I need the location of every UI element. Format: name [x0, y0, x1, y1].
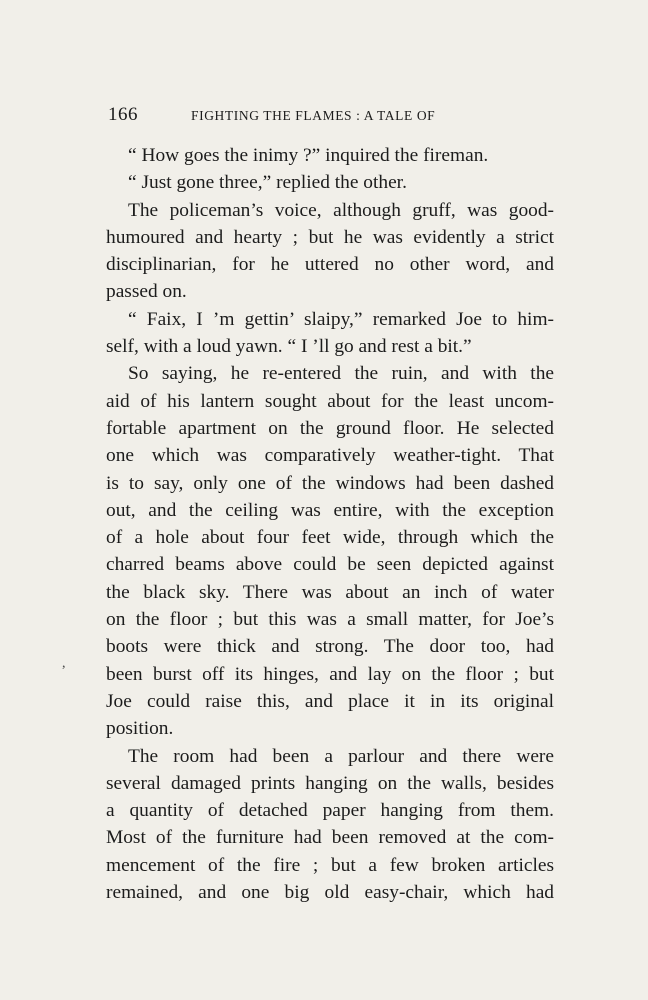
text-line: So saying, he re-entered the ruin, and with the: [128, 363, 554, 385]
text-line: is to say, only one of the windows had been dashed: [106, 472, 554, 494]
page-header: [107, 104, 552, 130]
text-line: aid of his lantern sought about for the least uncom-: [106, 390, 554, 412]
text-line: Most of the furniture had been removed at the com-: [106, 827, 554, 849]
text-line: “ Just gone three,” replied the other.: [128, 172, 407, 194]
text-line: charred beams above could be seen depicted against: [106, 554, 554, 576]
text-line: The room had been a parlour and there were: [128, 745, 554, 767]
text-line: been burst off its hinges, and lay on the floor ; but: [106, 663, 554, 685]
text-line: The policeman’s voice, although gruff, was good-: [128, 199, 554, 221]
text-line: “ How goes the inimy ?” inquired the fireman.: [128, 145, 489, 166]
text-line: a quantity of detached paper hanging from them.: [106, 800, 554, 822]
text-line: of a hole about four feet wide, through which the: [106, 527, 554, 549]
text-line: boots were thick and strong. The door too, had: [106, 636, 554, 658]
text-line: on the floor ; but this was a small matter, for Joe’s: [106, 609, 554, 631]
page-number: 166: [108, 104, 138, 125]
text-line: Joe could raise this, and place it in its original: [106, 690, 554, 712]
text-line: position.: [106, 718, 174, 740]
text-line: fortable apartment on the ground floor. He selected: [106, 417, 554, 439]
text-line: passed on.: [106, 281, 187, 303]
text-line: several damaged prints hanging on the walls, besides: [106, 772, 554, 794]
text-line: self, with a loud yawn. “ I ’ll go and rest a bit.”: [106, 336, 472, 358]
text-line: mencement of the fire ; but a few broken articles: [106, 854, 554, 876]
running-head: FIGHTING THE FLAMES : A TALE OF: [191, 108, 436, 123]
text-line: disciplinarian, for he uttered no other word, and: [106, 254, 554, 276]
body-text: [106, 142, 554, 906]
text-line: humoured and hearty ; but he was evidently a strict: [106, 226, 554, 248]
text-line: the black sky. There was about an inch of water: [106, 581, 554, 603]
text-line: remained, and one big old easy-chair, which had: [106, 882, 554, 904]
text-line: out, and the ceiling was entire, with the exception: [106, 499, 554, 521]
margin-mark: ,: [62, 656, 66, 671]
text-line: “ Faix, I ’m gettin’ slaipy,” remarked Joe to him-: [128, 308, 554, 330]
text-line: one which was comparatively weather-tight. That: [106, 445, 554, 467]
